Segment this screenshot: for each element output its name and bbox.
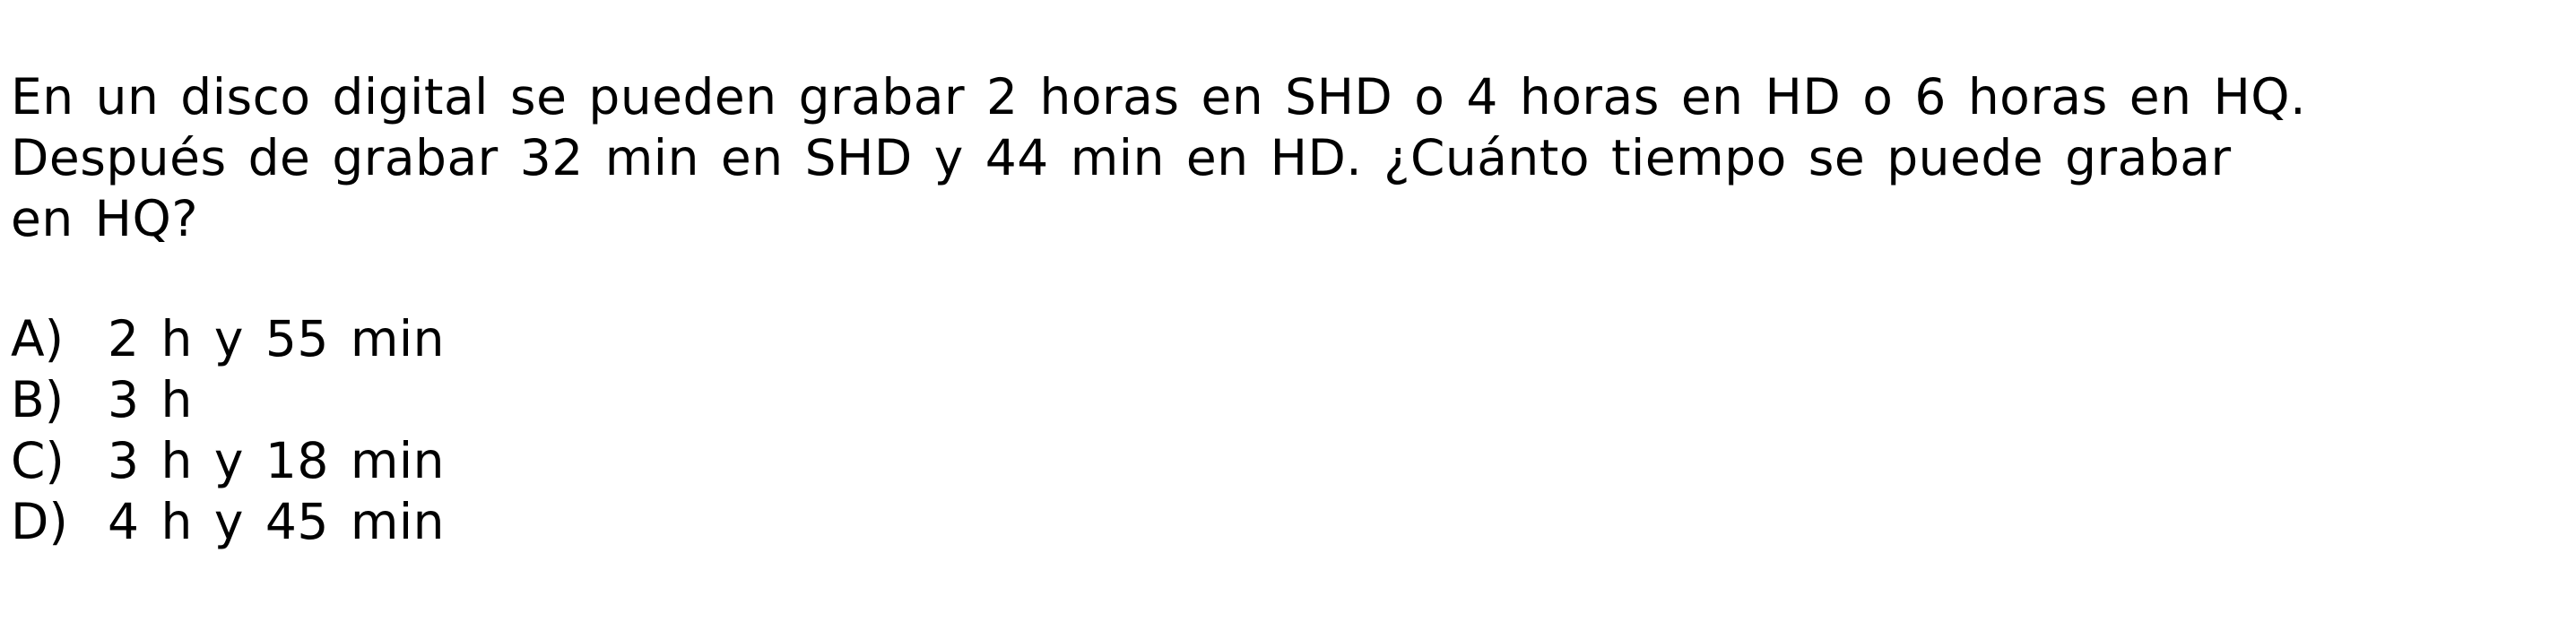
option-text: 4 h y 45 min bbox=[108, 493, 446, 550]
option-letter: D) bbox=[11, 493, 68, 550]
option-letter: B) bbox=[11, 371, 65, 428]
option-d bbox=[11, 491, 445, 552]
option-text: 2 h y 55 min bbox=[108, 310, 446, 367]
option-letter: A) bbox=[11, 310, 65, 367]
option-text: 3 h y 18 min bbox=[108, 432, 446, 489]
option-text: 3 h bbox=[108, 371, 193, 428]
question-line-3: en HQ? bbox=[11, 190, 199, 247]
option-c bbox=[11, 430, 445, 491]
question-line-1: En un disco digital se pueden grabar 2 horas en SHD o 4 horas en HD o 6 horas en HQ. bbox=[11, 68, 2307, 125]
question-text bbox=[11, 66, 2307, 249]
option-b bbox=[11, 369, 445, 430]
option-letter: C) bbox=[11, 432, 65, 489]
option-a bbox=[11, 308, 445, 369]
question-line-2: Después de grabar 32 min en SHD y 44 min en HD. ¿Cuánto tiempo se puede grabar bbox=[11, 129, 2232, 186]
answer-options bbox=[11, 308, 445, 552]
